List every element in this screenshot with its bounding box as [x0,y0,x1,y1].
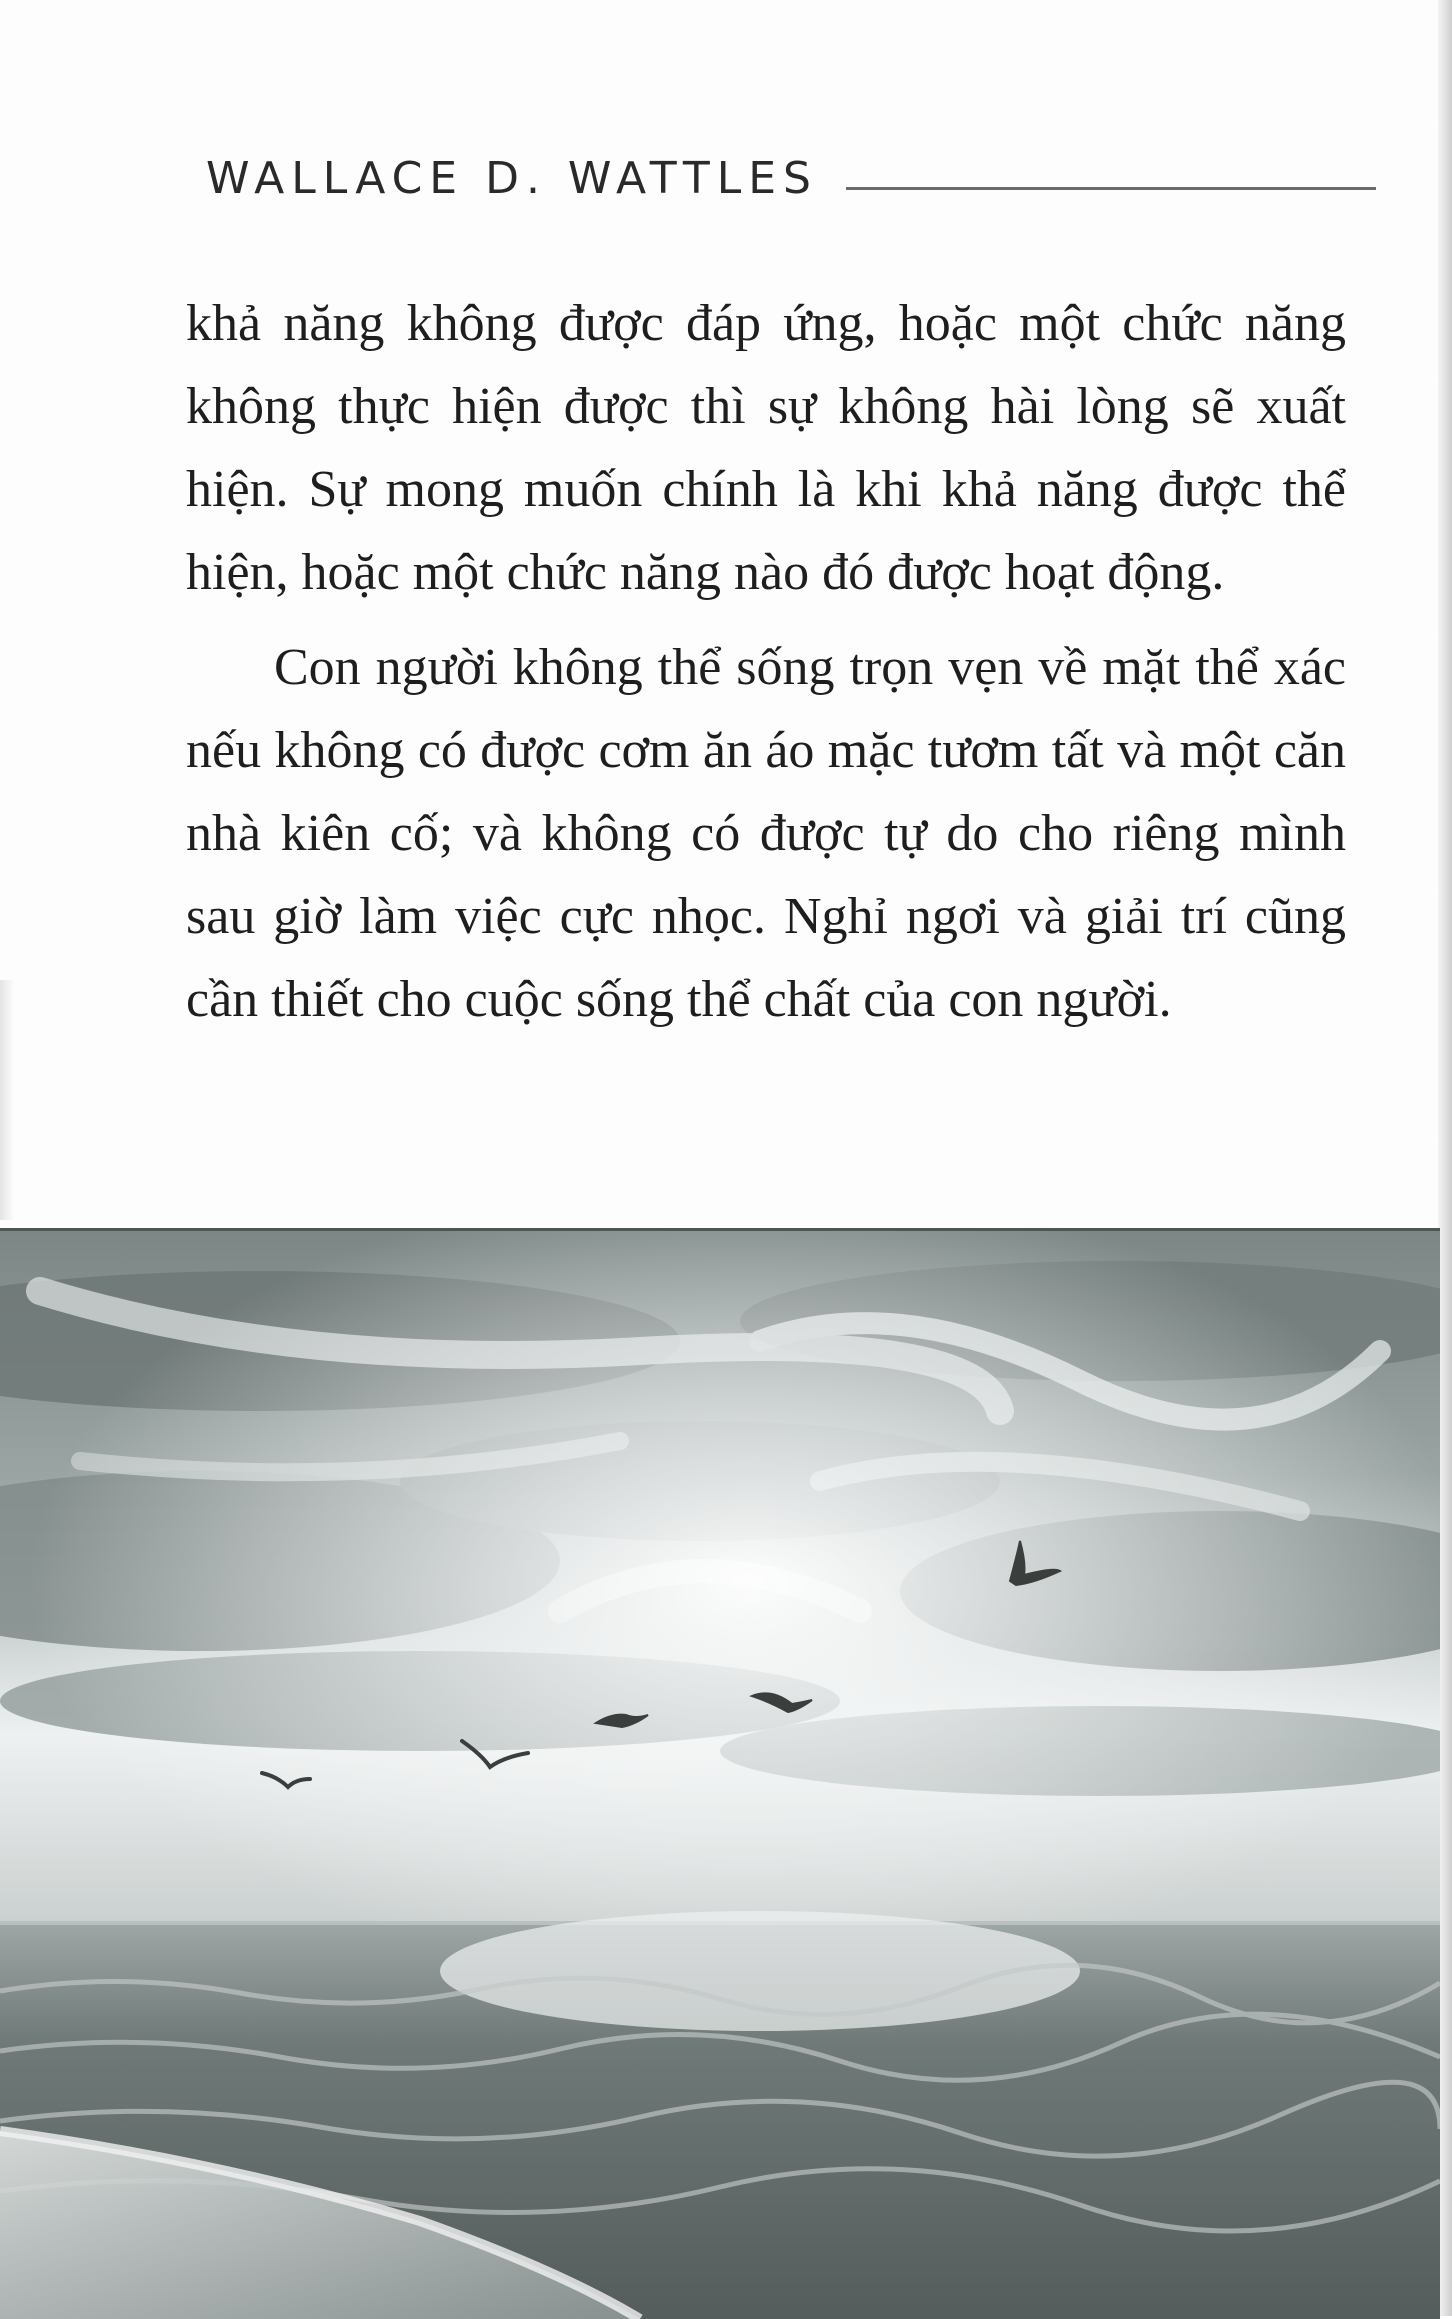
seascape-image [0,1231,1440,2319]
author-name: WALLACE D. WATTLES [206,152,818,204]
page-edge-shadow [1438,0,1452,2316]
sun-glow [0,1231,1440,2031]
page-left-shadow [0,980,14,1220]
running-header [206,148,1376,208]
sun-reflection [440,1911,1080,2031]
paragraph-2: Con người không thể sống trọn vẹn về mặt thể xác nếu không có được cơm ăn áo mặc tươm tất và một căn nhà kiên cố; và không có được tự do cho riêng mình sau giờ làm việc cực nhọc. Nghỉ ngơi và giải trí cũng cần thiết cho cuộc sống thể chất của con người. [186,639,1346,1028]
header-rule [846,187,1376,190]
seascape-illustration [0,1228,1440,2319]
paragraph-1: khả năng không được đáp ứng, hoặc một chức năng không thực hiện được thì sự không hài lòng sẽ xuất hiện. Sự mong muốn chính là khi khả năng được thể hiện, hoặc một chức năng nào đó được hoạt động. [186,295,1346,601]
body-text [186,282,1346,1041]
